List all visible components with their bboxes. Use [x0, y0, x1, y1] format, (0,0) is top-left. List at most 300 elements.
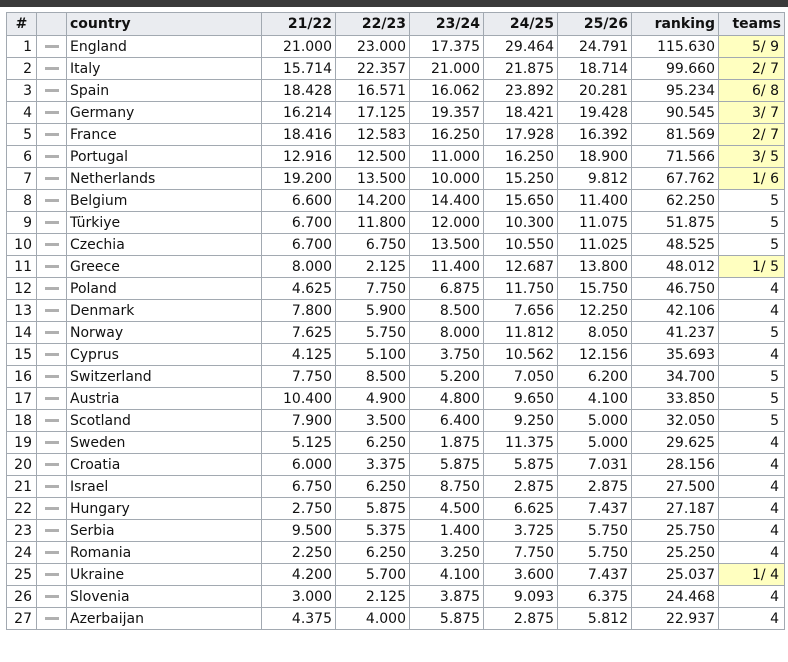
cell-2324: 4.800 [410, 388, 484, 410]
dash-icon [45, 573, 59, 576]
col-header-2425[interactable]: 24/25 [484, 13, 558, 36]
cell-ranking: 71.566 [632, 146, 719, 168]
cell-teams: 4 [719, 542, 785, 564]
cell-rank: 25 [7, 564, 37, 586]
cell-teams: 5 [719, 190, 785, 212]
table-row [7, 322, 785, 344]
cell-2223: 6.250 [336, 542, 410, 564]
dash-icon [45, 89, 59, 92]
cell-ranking: 51.875 [632, 212, 719, 234]
cell-2526: 5.812 [558, 608, 632, 630]
cell-teams: 4 [719, 278, 785, 300]
cell-country[interactable]: Croatia [67, 454, 262, 476]
dash-icon [45, 221, 59, 224]
cell-rank: 15 [7, 344, 37, 366]
cell-trend [37, 520, 67, 542]
cell-2526: 7.437 [558, 564, 632, 586]
dash-icon [45, 155, 59, 158]
cell-trend [37, 410, 67, 432]
cell-2122: 8.000 [262, 256, 336, 278]
cell-rank: 24 [7, 542, 37, 564]
cell-2223: 7.750 [336, 278, 410, 300]
dash-icon [45, 45, 59, 48]
cell-trend [37, 36, 67, 58]
cell-2526: 9.812 [558, 168, 632, 190]
cell-teams: 6/ 8 [719, 80, 785, 102]
cell-rank: 12 [7, 278, 37, 300]
cell-2526: 11.400 [558, 190, 632, 212]
cell-ranking: 25.250 [632, 542, 719, 564]
cell-trend [37, 102, 67, 124]
cell-rank: 22 [7, 498, 37, 520]
cell-country[interactable]: Austria [67, 388, 262, 410]
cell-2425: 12.687 [484, 256, 558, 278]
cell-rank: 10 [7, 234, 37, 256]
cell-ranking: 22.937 [632, 608, 719, 630]
cell-2223: 5.875 [336, 498, 410, 520]
cell-2223: 5.375 [336, 520, 410, 542]
cell-2526: 11.075 [558, 212, 632, 234]
cell-ranking: 95.234 [632, 80, 719, 102]
table-row [7, 190, 785, 212]
cell-2324: 3.750 [410, 344, 484, 366]
cell-teams: 1/ 5 [719, 256, 785, 278]
cell-trend [37, 542, 67, 564]
cell-trend [37, 212, 67, 234]
cell-ranking: 42.106 [632, 300, 719, 322]
dash-icon [45, 441, 59, 444]
table-row [7, 278, 785, 300]
dash-icon [45, 617, 59, 620]
cell-ranking: 33.850 [632, 388, 719, 410]
cell-country[interactable]: Switzerland [67, 366, 262, 388]
cell-rank: 20 [7, 454, 37, 476]
cell-trend [37, 608, 67, 630]
cell-country[interactable]: Romania [67, 542, 262, 564]
table-row [7, 234, 785, 256]
cell-ranking: 29.625 [632, 432, 719, 454]
cell-country[interactable]: Cyprus [67, 344, 262, 366]
cell-2324: 16.062 [410, 80, 484, 102]
cell-2324: 8.500 [410, 300, 484, 322]
cell-rank: 11 [7, 256, 37, 278]
cell-2526: 5.750 [558, 542, 632, 564]
cell-rank: 14 [7, 322, 37, 344]
cell-teams: 4 [719, 608, 785, 630]
cell-ranking: 62.250 [632, 190, 719, 212]
cell-teams: 4 [719, 432, 785, 454]
cell-trend [37, 80, 67, 102]
cell-2122: 7.800 [262, 300, 336, 322]
cell-trend [37, 256, 67, 278]
cell-2526: 8.050 [558, 322, 632, 344]
cell-teams: 2/ 7 [719, 124, 785, 146]
cell-2425: 11.750 [484, 278, 558, 300]
cell-2223: 4.000 [336, 608, 410, 630]
cell-2122: 12.916 [262, 146, 336, 168]
cell-2425: 7.750 [484, 542, 558, 564]
cell-2324: 8.750 [410, 476, 484, 498]
top-bar [0, 0, 788, 7]
cell-country[interactable]: Ukraine [67, 564, 262, 586]
cell-2526: 24.791 [558, 36, 632, 58]
table-row [7, 256, 785, 278]
cell-trend [37, 190, 67, 212]
table-row [7, 454, 785, 476]
cell-ranking: 32.050 [632, 410, 719, 432]
cell-2526: 18.900 [558, 146, 632, 168]
cell-teams: 5/ 9 [719, 36, 785, 58]
cell-trend [37, 454, 67, 476]
cell-2324: 1.875 [410, 432, 484, 454]
cell-2223: 16.571 [336, 80, 410, 102]
cell-trend [37, 234, 67, 256]
cell-2526: 19.428 [558, 102, 632, 124]
cell-2324: 19.357 [410, 102, 484, 124]
cell-2425: 3.600 [484, 564, 558, 586]
cell-2223: 5.750 [336, 322, 410, 344]
cell-country[interactable]: Slovenia [67, 586, 262, 608]
table-row [7, 498, 785, 520]
dash-icon [45, 331, 59, 334]
dash-icon [45, 529, 59, 532]
cell-ranking: 27.500 [632, 476, 719, 498]
dash-icon [45, 551, 59, 554]
cell-2425: 15.250 [484, 168, 558, 190]
cell-country[interactable]: Netherlands [67, 168, 262, 190]
cell-rank: 8 [7, 190, 37, 212]
cell-2526: 13.800 [558, 256, 632, 278]
cell-2122: 16.214 [262, 102, 336, 124]
cell-trend [37, 476, 67, 498]
cell-2425: 15.650 [484, 190, 558, 212]
cell-2324: 21.000 [410, 58, 484, 80]
cell-rank: 13 [7, 300, 37, 322]
cell-trend [37, 300, 67, 322]
table-row [7, 388, 785, 410]
cell-2324: 8.000 [410, 322, 484, 344]
cell-teams: 4 [719, 586, 785, 608]
cell-2122: 7.625 [262, 322, 336, 344]
table-row [7, 586, 785, 608]
cell-2526: 5.750 [558, 520, 632, 542]
cell-country[interactable]: Sweden [67, 432, 262, 454]
cell-trend [37, 146, 67, 168]
cell-country[interactable]: Denmark [67, 300, 262, 322]
dash-icon [45, 67, 59, 70]
cell-2122: 4.200 [262, 564, 336, 586]
cell-2324: 6.875 [410, 278, 484, 300]
dash-icon [45, 397, 59, 400]
cell-rank: 1 [7, 36, 37, 58]
dash-icon [45, 507, 59, 510]
cell-ranking: 67.762 [632, 168, 719, 190]
dash-icon [45, 177, 59, 180]
cell-2526: 12.156 [558, 344, 632, 366]
table-row [7, 520, 785, 542]
cell-country[interactable]: Spain [67, 80, 262, 102]
cell-2223: 8.500 [336, 366, 410, 388]
col-header-country[interactable]: country [67, 13, 262, 36]
dash-icon [45, 375, 59, 378]
cell-2526: 11.025 [558, 234, 632, 256]
cell-2324: 11.000 [410, 146, 484, 168]
cell-country[interactable]: Poland [67, 278, 262, 300]
col-header-2324[interactable]: 23/24 [410, 13, 484, 36]
cell-ranking: 27.187 [632, 498, 719, 520]
table-body [7, 36, 785, 630]
cell-2122: 9.500 [262, 520, 336, 542]
cell-rank: 23 [7, 520, 37, 542]
cell-trend [37, 564, 67, 586]
cell-trend [37, 58, 67, 80]
table-row [7, 542, 785, 564]
cell-country[interactable]: Norway [67, 322, 262, 344]
cell-ranking: 99.660 [632, 58, 719, 80]
cell-ranking: 48.012 [632, 256, 719, 278]
cell-2425: 7.050 [484, 366, 558, 388]
cell-2425: 2.875 [484, 476, 558, 498]
cell-ranking: 41.237 [632, 322, 719, 344]
ranking-table [6, 12, 785, 630]
cell-trend [37, 168, 67, 190]
cell-2122: 4.625 [262, 278, 336, 300]
cell-rank: 21 [7, 476, 37, 498]
table-row [7, 168, 785, 190]
col-header-num[interactable]: # [7, 13, 37, 36]
cell-ranking: 25.750 [632, 520, 719, 542]
table-row [7, 300, 785, 322]
cell-trend [37, 366, 67, 388]
cell-2526: 5.000 [558, 410, 632, 432]
col-header-2526[interactable]: 25/26 [558, 13, 632, 36]
cell-2223: 6.250 [336, 476, 410, 498]
cell-2122: 4.125 [262, 344, 336, 366]
cell-2425: 11.812 [484, 322, 558, 344]
cell-rank: 6 [7, 146, 37, 168]
cell-rank: 3 [7, 80, 37, 102]
cell-2425: 10.562 [484, 344, 558, 366]
cell-2324: 4.500 [410, 498, 484, 520]
cell-2122: 6.000 [262, 454, 336, 476]
col-header-2223[interactable]: 22/23 [336, 13, 410, 36]
cell-country[interactable]: Portugal [67, 146, 262, 168]
cell-teams: 1/ 4 [719, 564, 785, 586]
cell-teams: 4 [719, 520, 785, 542]
table-row [7, 146, 785, 168]
cell-2526: 6.375 [558, 586, 632, 608]
dash-icon [45, 309, 59, 312]
cell-trend [37, 344, 67, 366]
dash-icon [45, 199, 59, 202]
cell-2526: 20.281 [558, 80, 632, 102]
cell-teams: 5 [719, 388, 785, 410]
cell-2425: 23.892 [484, 80, 558, 102]
table-row [7, 432, 785, 454]
cell-ranking: 34.700 [632, 366, 719, 388]
cell-2425: 10.550 [484, 234, 558, 256]
cell-2223: 5.100 [336, 344, 410, 366]
cell-teams: 3/ 7 [719, 102, 785, 124]
dash-icon [45, 419, 59, 422]
cell-2122: 6.700 [262, 212, 336, 234]
cell-2223: 5.900 [336, 300, 410, 322]
cell-rank: 27 [7, 608, 37, 630]
cell-country[interactable]: Czechia [67, 234, 262, 256]
cell-rank: 19 [7, 432, 37, 454]
cell-2122: 15.714 [262, 58, 336, 80]
cell-2526: 15.750 [558, 278, 632, 300]
table-header-row [7, 13, 785, 36]
cell-2122: 10.400 [262, 388, 336, 410]
table-row [7, 212, 785, 234]
cell-country[interactable]: England [67, 36, 262, 58]
cell-2223: 23.000 [336, 36, 410, 58]
cell-trend [37, 586, 67, 608]
cell-2425: 9.650 [484, 388, 558, 410]
cell-teams: 4 [719, 344, 785, 366]
cell-teams: 3/ 5 [719, 146, 785, 168]
cell-rank: 17 [7, 388, 37, 410]
cell-2324: 3.875 [410, 586, 484, 608]
table-row [7, 36, 785, 58]
table-row [7, 80, 785, 102]
cell-rank: 2 [7, 58, 37, 80]
cell-ranking: 35.693 [632, 344, 719, 366]
cell-2324: 5.875 [410, 608, 484, 630]
cell-country[interactable]: Italy [67, 58, 262, 80]
cell-country[interactable]: Hungary [67, 498, 262, 520]
cell-ranking: 46.750 [632, 278, 719, 300]
col-header-trend [37, 13, 67, 36]
cell-teams: 2/ 7 [719, 58, 785, 80]
cell-2223: 3.375 [336, 454, 410, 476]
cell-2425: 3.725 [484, 520, 558, 542]
cell-2324: 14.400 [410, 190, 484, 212]
table-row [7, 476, 785, 498]
dash-icon [45, 595, 59, 598]
cell-teams: 4 [719, 498, 785, 520]
cell-ranking: 90.545 [632, 102, 719, 124]
cell-2223: 2.125 [336, 256, 410, 278]
cell-2526: 5.000 [558, 432, 632, 454]
cell-teams: 5 [719, 322, 785, 344]
cell-2122: 2.250 [262, 542, 336, 564]
table-row [7, 608, 785, 630]
cell-2223: 6.250 [336, 432, 410, 454]
cell-country[interactable]: Serbia [67, 520, 262, 542]
cell-country[interactable]: Greece [67, 256, 262, 278]
cell-2526: 4.100 [558, 388, 632, 410]
cell-trend [37, 322, 67, 344]
cell-2122: 6.700 [262, 234, 336, 256]
cell-2425: 11.375 [484, 432, 558, 454]
cell-country[interactable]: Türkiye [67, 212, 262, 234]
cell-2425: 5.875 [484, 454, 558, 476]
cell-2324: 11.400 [410, 256, 484, 278]
cell-2526: 7.031 [558, 454, 632, 476]
cell-2324: 10.000 [410, 168, 484, 190]
cell-ranking: 28.156 [632, 454, 719, 476]
cell-2223: 5.700 [336, 564, 410, 586]
cell-country[interactable]: Belgium [67, 190, 262, 212]
cell-2122: 3.000 [262, 586, 336, 608]
cell-rank: 26 [7, 586, 37, 608]
cell-2122: 6.750 [262, 476, 336, 498]
cell-2526: 6.200 [558, 366, 632, 388]
cell-2425: 16.250 [484, 146, 558, 168]
cell-country[interactable]: Israel [67, 476, 262, 498]
cell-2223: 3.500 [336, 410, 410, 432]
cell-2223: 17.125 [336, 102, 410, 124]
table-row [7, 58, 785, 80]
col-header-ranking[interactable]: ranking [632, 13, 719, 36]
cell-2425: 6.625 [484, 498, 558, 520]
cell-2122: 6.600 [262, 190, 336, 212]
cell-2223: 12.583 [336, 124, 410, 146]
cell-2122: 5.125 [262, 432, 336, 454]
cell-trend [37, 278, 67, 300]
dash-icon [45, 287, 59, 290]
dash-icon [45, 243, 59, 246]
cell-teams: 5 [719, 212, 785, 234]
cell-2223: 14.200 [336, 190, 410, 212]
cell-2425: 17.928 [484, 124, 558, 146]
table-row [7, 366, 785, 388]
cell-2425: 9.250 [484, 410, 558, 432]
cell-2223: 6.750 [336, 234, 410, 256]
cell-2425: 18.421 [484, 102, 558, 124]
cell-2425: 21.875 [484, 58, 558, 80]
dash-icon [45, 133, 59, 136]
cell-2526: 7.437 [558, 498, 632, 520]
cell-2122: 7.900 [262, 410, 336, 432]
cell-2223: 4.900 [336, 388, 410, 410]
cell-2223: 11.800 [336, 212, 410, 234]
col-header-teams[interactable]: teams [719, 13, 785, 36]
cell-2122: 19.200 [262, 168, 336, 190]
cell-country[interactable]: Azerbaijan [67, 608, 262, 630]
cell-2526: 2.875 [558, 476, 632, 498]
cell-trend [37, 388, 67, 410]
dash-icon [45, 111, 59, 114]
cell-teams: 4 [719, 300, 785, 322]
cell-2425: 10.300 [484, 212, 558, 234]
cell-2425: 9.093 [484, 586, 558, 608]
cell-rank: 7 [7, 168, 37, 190]
cell-rank: 18 [7, 410, 37, 432]
cell-2223: 22.357 [336, 58, 410, 80]
cell-2324: 6.400 [410, 410, 484, 432]
cell-2324: 13.500 [410, 234, 484, 256]
cell-2122: 18.428 [262, 80, 336, 102]
table-row [7, 124, 785, 146]
dash-icon [45, 463, 59, 466]
cell-ranking: 48.525 [632, 234, 719, 256]
cell-2324: 12.000 [410, 212, 484, 234]
table-row [7, 102, 785, 124]
cell-country[interactable]: France [67, 124, 262, 146]
cell-2223: 12.500 [336, 146, 410, 168]
cell-2223: 13.500 [336, 168, 410, 190]
cell-country[interactable]: Scotland [67, 410, 262, 432]
col-header-2122[interactable]: 21/22 [262, 13, 336, 36]
cell-2526: 18.714 [558, 58, 632, 80]
cell-ranking: 81.569 [632, 124, 719, 146]
cell-rank: 5 [7, 124, 37, 146]
cell-country[interactable]: Germany [67, 102, 262, 124]
cell-ranking: 25.037 [632, 564, 719, 586]
